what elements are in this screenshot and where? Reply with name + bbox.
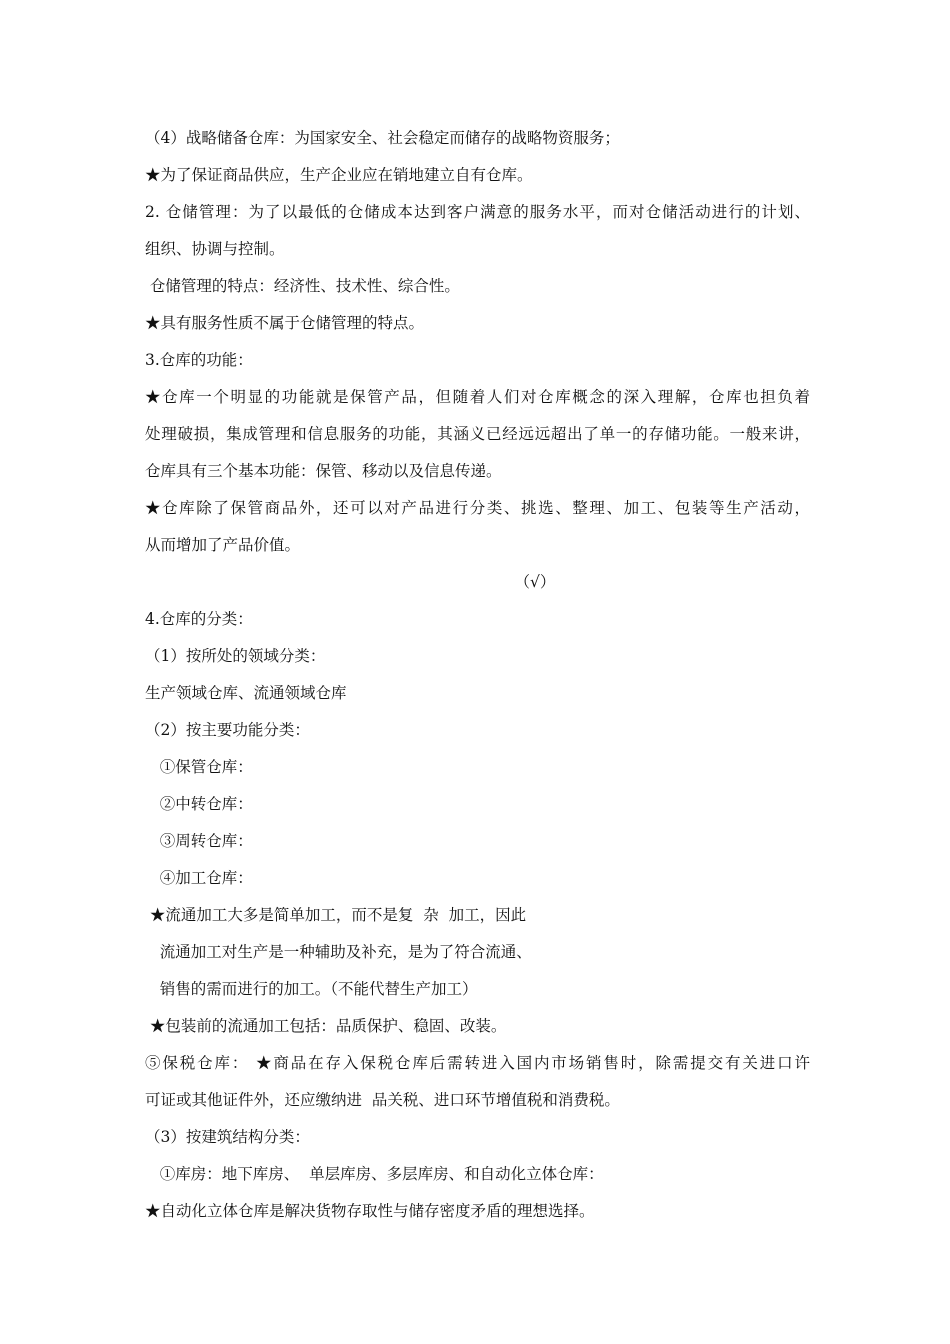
text-line: ★具有服务性质不属于仓储管理的特点。 [145, 314, 425, 332]
text-line: ①库房：地下库房、 单层库房、多层库房、和自动化立体仓库： [145, 1165, 604, 1183]
text-line: 销售的需而进行的加工。（不能代替生产加工） [145, 980, 478, 998]
text-line: 处理破损，集成管理和信息服务的功能，其涵义已经远远超出了单一的存储功能。一般来讲， [145, 425, 810, 443]
text-line: ★仓库一个明显的功能就是保管产品，但随着人们对仓库概念的深入理解，仓库也担负着 [145, 388, 810, 406]
check-mark: （√） [514, 573, 556, 591]
text-line: （4）战略储备仓库：为国家安全、社会稳定而储存的战略物资服务； [145, 129, 620, 147]
text-line: （1）按所处的领域分类： [145, 647, 326, 665]
text-line: ★流通加工大多是简单加工，而不是复 杂 加工，因此 [145, 906, 527, 924]
text-line: ⑤保税仓库： ★商品在存入保税仓库后需转进入国内市场销售时，除需提交有关进口许 [145, 1054, 810, 1072]
text-line: ②中转仓库： [145, 795, 253, 813]
text-line: ①保管仓库： [145, 758, 253, 776]
text-line: ★自动化立体仓库是解决货物存取性与储存密度矛盾的理想选择。 [145, 1202, 595, 1220]
text-line: ③周转仓库： [145, 832, 253, 850]
text-line: 流通加工对生产是一种辅助及补充，是为了符合流通、 [145, 943, 532, 961]
text-line: ★仓库除了保管商品外，还可以对产品进行分类、挑选、整理、加工、包装等生产活动， [145, 499, 810, 517]
section-heading: 4.仓库的分类： [145, 610, 253, 628]
text-line: 2. 仓储管理：为了以最低的仓储成本达到客户满意的服务水平，而对仓储活动进行的计划、 [145, 203, 810, 221]
text-line: ★为了保证商品供应，生产企业应在销地建立自有仓库。 [145, 166, 533, 184]
text-line: 从而增加了产品价值。 [145, 536, 301, 554]
text-line: 可证或其他证件外，还应缴纳进 品关税、进口环节增值税和消费税。 [145, 1091, 620, 1109]
text-line: 仓储管理的特点：经济性、技术性、综合性。 [145, 277, 460, 295]
text-line: ★包装前的流通加工包括：品质保护、稳固、改装。 [145, 1017, 507, 1035]
text-line: （2）按主要功能分类： [145, 721, 310, 739]
text-line: ④加工仓库： [145, 869, 253, 887]
text-line: （3）按建筑结构分类： [145, 1128, 310, 1146]
text-line: 组织、协调与控制。 [145, 240, 285, 258]
text-line: 仓库具有三个基本功能：保管、移动以及信息传递。 [145, 462, 502, 480]
text-line: 生产领域仓库、流通领域仓库 [145, 684, 347, 702]
section-heading: 3.仓库的功能： [145, 351, 253, 369]
